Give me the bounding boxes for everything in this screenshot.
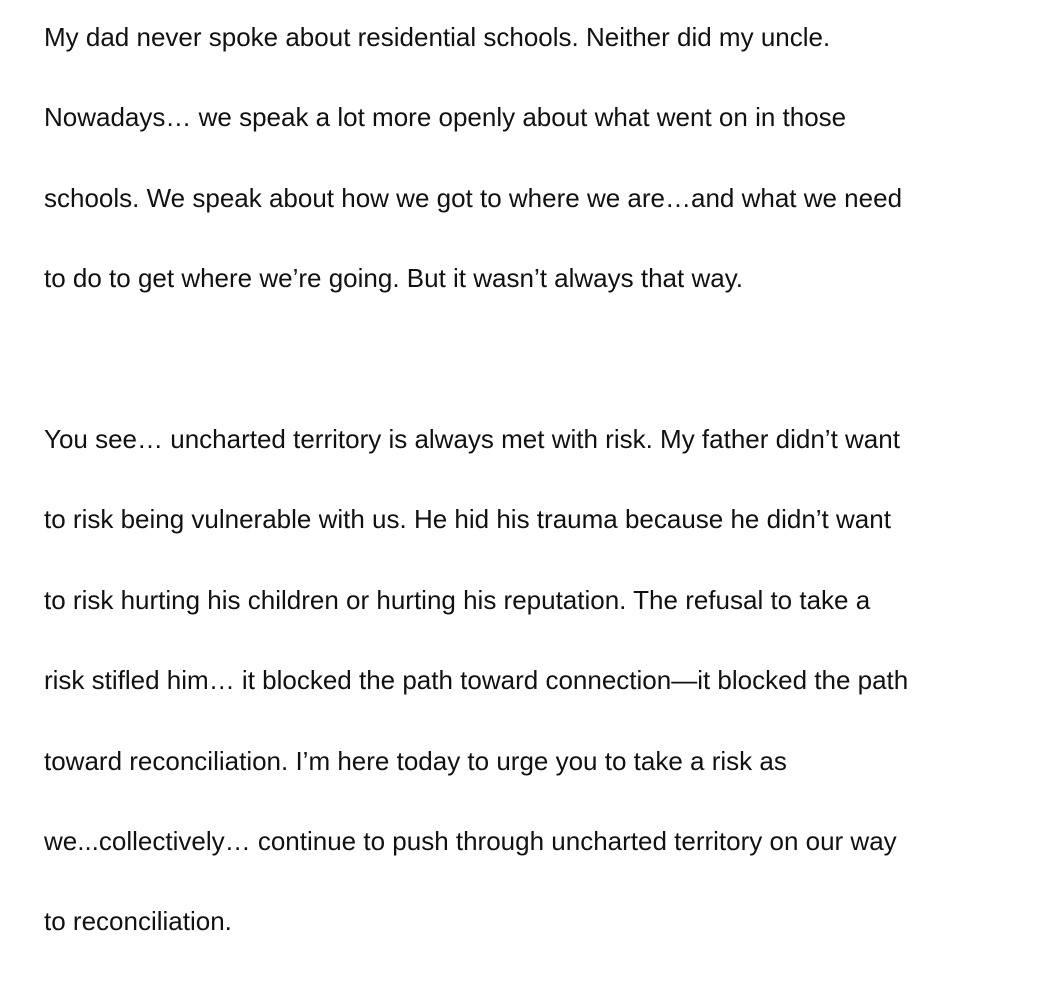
text-line: My dad never spoke about residential schools. Neither did my uncle. — [44, 22, 831, 52]
text-line: to do to get where we’re going. But it wasn’t always that way. — [44, 263, 743, 294]
text-line: Nowadays… we speak a lot more openly about what went on in those — [44, 102, 847, 133]
text-line: we...collectively… continue to push through uncharted territory on our way — [44, 825, 897, 856]
text-line: risk stifled him… it blocked the path toward connection—it blocked the path — [44, 665, 909, 696]
text-line: schools. We speak about how we got to where we are…and what we need — [44, 182, 903, 213]
text-line: You see… uncharted territory is always met with risk. My father didn’t want — [44, 423, 900, 454]
text-line: to risk hurting his children or hurting his reputation. The refusal to take a — [44, 584, 871, 615]
paragraph-spacer — [44, 338, 1034, 418]
text-line: toward reconciliation. I’m here today to urge you to take a risk as — [44, 745, 787, 776]
paragraph-1 — [44, 16, 1034, 338]
text-line: to risk being vulnerable with us. He hid his trauma because he didn’t want — [44, 504, 891, 535]
text-line: to reconciliation. — [44, 906, 232, 937]
paragraph-2 — [44, 418, 1034, 981]
document-body — [44, 16, 1034, 981]
